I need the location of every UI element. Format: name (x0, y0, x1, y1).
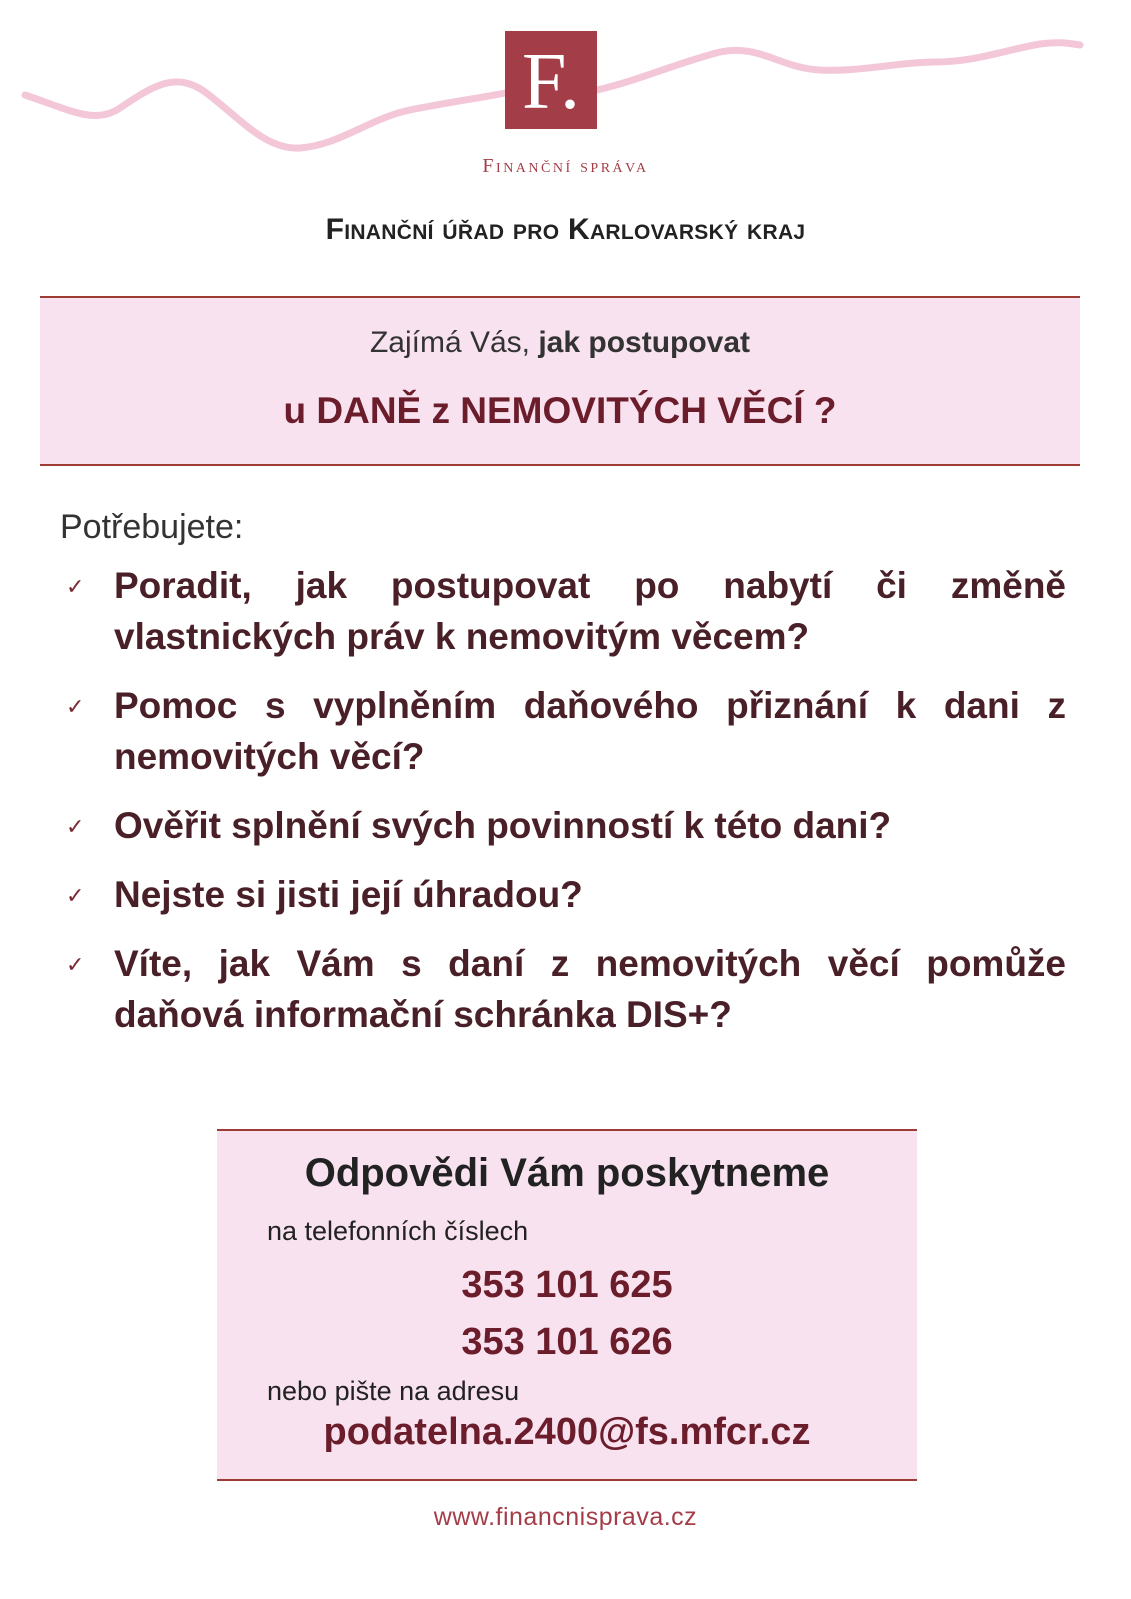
email-label: nebo pište na adresu (267, 1376, 520, 1406)
website-link[interactable]: www.financnisprava.cz (433, 1503, 698, 1531)
intro-text: Potřebujete: (60, 508, 244, 546)
list-item (66, 800, 1066, 851)
banner-line-1 (40, 326, 1080, 360)
office-name: Finanční úřad pro Karlovarský kraj (325, 213, 806, 246)
brand-name: Finanční správa (482, 155, 649, 177)
logo-letter: F. (521, 38, 581, 126)
phones-label: na telefonních číslech (267, 1216, 529, 1246)
list-item (66, 869, 1066, 920)
list-item (66, 938, 1066, 1040)
banner-line-1-plain: Zajímá Vás, (369, 326, 539, 359)
list-item-text: Nejste si jisti její úhradou? (114, 874, 583, 915)
list-item (66, 560, 1066, 662)
banner-line-2: u DANĚ z NEMOVITÝCH VĚCÍ ? (283, 390, 837, 431)
question-banner (40, 296, 1080, 466)
checkmark-icon: ✓ (66, 574, 85, 599)
list-item-text: Poradit, jak postupovat po nabytí či změně vlastnických práv k nemovitým věcem? (114, 565, 1066, 657)
checkmark-icon: ✓ (66, 952, 85, 977)
list-item-text: Víte, jak Vám s daní z nemovitých věcí pomůže daňová informační schránka DIS+? (114, 943, 1066, 1035)
banner-line-1-bold: jak postupovat (538, 326, 751, 359)
checkmark-icon: ✓ (66, 814, 85, 839)
question-list (66, 560, 1066, 1058)
checkmark-icon: ✓ (66, 883, 85, 908)
email-address-link[interactable]: podatelna.2400@fs.mfcr.cz (323, 1411, 811, 1453)
contact-title: Odpovědi Vám poskytneme (304, 1151, 830, 1195)
financni-sprava-logo (505, 31, 597, 129)
phone-number-1[interactable]: 353 101 625 (461, 1264, 673, 1306)
list-item (66, 680, 1066, 782)
list-item-text: Ověřit splnění svých povinností k této dani? (114, 805, 892, 846)
phone-number-2[interactable]: 353 101 626 (461, 1321, 673, 1363)
list-item-text: Pomoc s vyplněním daňového přiznání k dani z nemovitých věcí? (114, 685, 1066, 777)
checkmark-icon: ✓ (66, 694, 85, 719)
contact-box (217, 1129, 917, 1481)
